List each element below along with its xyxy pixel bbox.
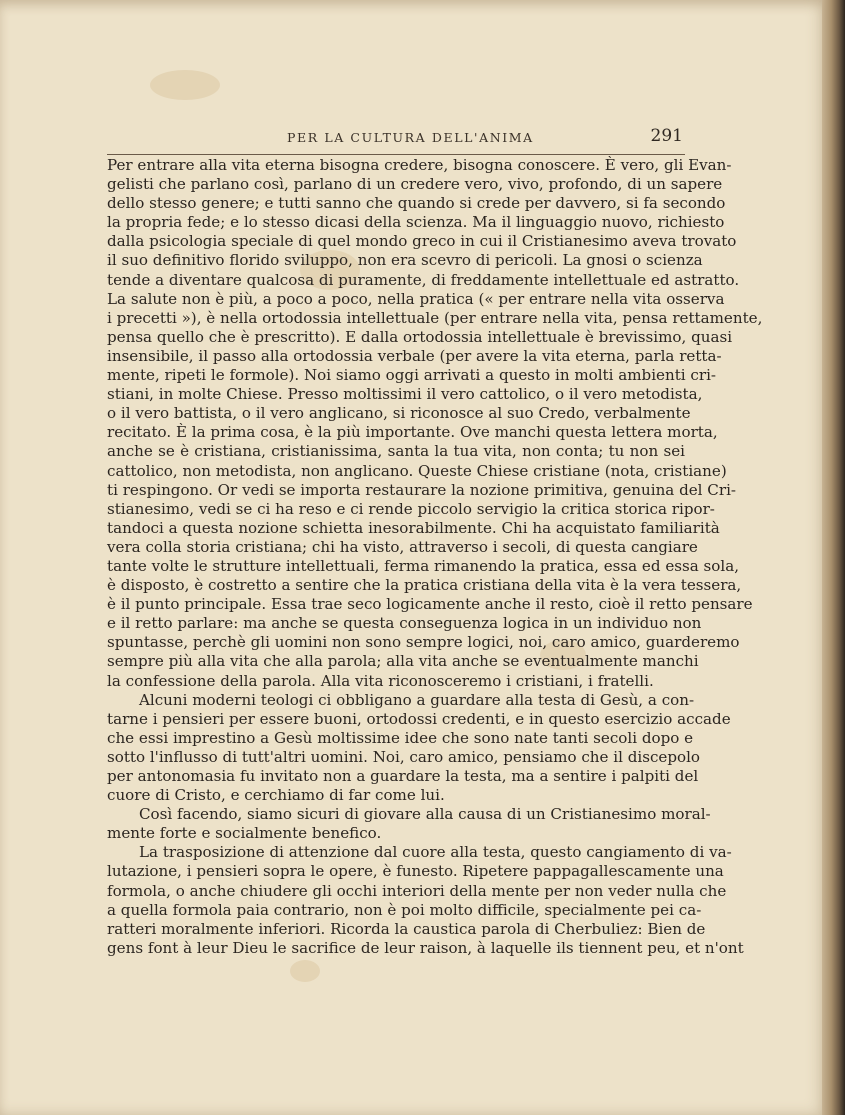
text-line: tarne i pensieri per essere buoni, ortodossi credenti, e in questo esercizio accade: [107, 709, 731, 728]
text-line: anche se è cristiana, cristianissima, santa la tua vita, non conta; tu non sei: [107, 442, 685, 461]
text-line: o il vero battista, o il vero anglicano, si riconosce al suo Credo, verbalmente: [107, 404, 691, 423]
text-line: La salute non è più, a poco a poco, nella pratica (« per entrare nella vita osserva: [107, 289, 725, 308]
text-line: La trasposizione di attenzione dal cuore alla testa, questo cangiamento di va-: [139, 843, 732, 862]
text-line: dello stesso genere; e tutti sanno che quando si crede per davvero, si fa secondo: [107, 194, 726, 213]
text-line: la confessione della parola. Alla vita riconosceremo i cristiani, i fratelli.: [107, 671, 654, 690]
text-line: vera colla storia cristiana; chi ha visto, attraverso i secoli, di questa cangiare: [107, 537, 698, 556]
paragraph: [107, 805, 711, 843]
text-line: stiani, in molte Chiese. Presso moltissimi il vero cattolico, o il vero metodista,: [107, 385, 703, 404]
text-line: che essi imprestino a Gesù moltissime idee che sono nate tanti secoli dopo e: [107, 728, 694, 747]
text-line: la propria fede; e lo stesso dicasi della scienza. Ma il linguaggio nuovo, richiesto: [107, 213, 725, 232]
text-line: tante volte le strutture intellettuali, ferma rimanendo la pratica, essa ed essa sola,: [107, 556, 740, 575]
text-line: pensa quello che è prescritto). E dalla ortodossia intellettuale è brevissimo, quasi: [107, 327, 733, 346]
text-line: formola, o anche chiudere gli occhi interiori della mente per non veder nulla che: [107, 881, 727, 900]
text-line: dalla psicologia speciale di quel mondo greco in cui il Cristianesimo aveva trovato: [107, 232, 737, 251]
text-line: ti respingono. Or vedi se importa restaurare la nozione primitiva, genuina del Cri-: [107, 480, 736, 499]
text-line: recitato. È la prima cosa, è la più importante. Ove manchi questa lettera morta,: [107, 423, 718, 442]
text-line: per antonomasia fu invitato non a guardare la testa, ma a sentire i palpiti del: [107, 767, 699, 785]
body-text: [107, 156, 763, 958]
text-line: tende a diventare qualcosa di puramente, di freddamente intellettuale ed astratto.: [107, 270, 740, 289]
text-line: stianesimo, vedi se ci ha reso e ci rende piccolo servigio la critica storica ripor-: [107, 499, 715, 518]
paragraph: [107, 690, 731, 806]
text-line: mente forte e socialmente benefico.: [107, 824, 382, 843]
paper-stain: [150, 70, 220, 100]
text-line: gelisti che parlano così, parlano di un credere vero, vivo, profondo, di un sapere: [107, 175, 723, 194]
text-line: Per entrare alla vita eterna bisogna credere, bisogna conoscere. È vero, gli Evan-: [107, 156, 732, 174]
page-header: [107, 126, 685, 155]
text-line: mente, ripeti le formole). Noi siamo oggi arrivati a questo in molti ambienti cri-: [107, 366, 716, 385]
text-line: gens font à leur Dieu le sacrifice de leur raison, à laquelle ils tiennent peu, et n'ont: [107, 938, 744, 957]
text-line: tandoci a questa nozione schietta inesorabilmente. Chi ha acquistato familiarità: [107, 518, 720, 537]
text-line: cuore di Cristo, e cerchiamo di far come lui.: [107, 786, 445, 805]
paragraph: [107, 156, 763, 691]
text-line: sempre più alla vita che alla parola; alla vita anche se eventualmente manchi: [107, 652, 699, 671]
page-edge: [822, 0, 845, 1115]
text-line: insensibile, il passo alla ortodossia verbale (per avere la vita eterna, parla retta-: [107, 346, 722, 365]
text-line: e il retto parlare: ma anche se questa conseguenza logica in un individuo non: [107, 614, 702, 633]
page-number: 291: [650, 126, 683, 146]
running-title: PER LA CULTURA DELL'ANIMA: [287, 130, 534, 145]
text-line: Così facendo, siamo sicuri di giovare alla causa di un Cristianesimo moral-: [139, 805, 711, 824]
paper-stain: [290, 960, 320, 982]
text-line: cattolico, non metodista, non anglicano. Queste Chiese cristiane (nota, cristiane): [107, 461, 727, 480]
text-line: sotto l'influsso di tutt'altri uomini. Noi, caro amico, pensiamo che il discepolo: [107, 747, 700, 766]
text-line: i precetti »), è nella ortodossia intellettuale (per entrare nella vita, pensa rettamente,: [107, 308, 763, 327]
text-line: a quella formola paia contrario, non è poi molto difficile, specialmente pei ca-: [107, 900, 702, 919]
paragraph: [107, 843, 744, 958]
text-line: è disposto, è costretto a sentire che la pratica cristiana della vita è la vera tessera,: [107, 576, 742, 595]
text-line: lutazione, i pensieri sopra le opere, è funesto. Ripetere pappagallescamente una: [107, 862, 724, 881]
text-line: ratteri moralmente inferiori. Ricorda la caustica parola di Cherbuliez: Bien de: [107, 919, 706, 938]
text-line: Alcuni moderni teologi ci obbligano a guardare alla testa di Gesù, a con-: [139, 690, 695, 709]
text-line: spuntasse, perchè gli uomini non sono sempre logici, noi, caro amico, guarderemo: [107, 633, 740, 652]
text-line: il suo definitivo florido sviluppo, non era scevro di pericoli. La gnosi o scienza: [107, 251, 703, 270]
text-line: è il punto principale. Essa trae seco logicamente anche il resto, cioè il retto pensare: [107, 595, 753, 614]
